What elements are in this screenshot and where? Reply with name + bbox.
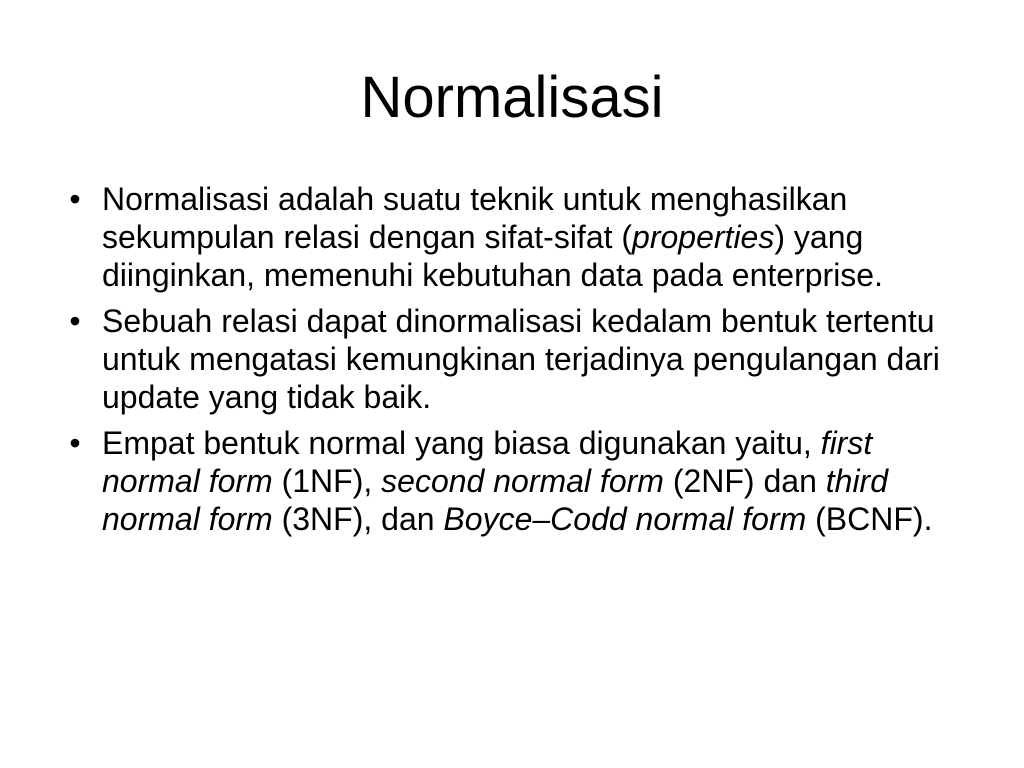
bullet-marker: •	[69, 425, 81, 461]
text-run: (1NF),	[272, 463, 382, 499]
text-run: Normalisasi adalah suatu teknik untuk menghasilkan sekumpulan relasi dengan sifat-sifat (	[102, 181, 848, 255]
bullet-item	[60, 302, 940, 416]
text-run: Sebuah relasi dapat dinormalisasi kedalam bentuk tertentu untuk mengatasi kemungkinan terjadinya pengulangan dari update yang tidak baik.	[102, 303, 940, 415]
bullet-item	[60, 180, 940, 294]
italic-term: third normal form	[102, 463, 888, 537]
slide-title: Normalisasi	[360, 65, 664, 130]
bullet-text	[102, 425, 932, 537]
italic-term: properties	[632, 219, 775, 255]
italic-term: Boyce–Codd normal form	[443, 501, 807, 537]
text-run: ) yang diinginkan, memenuhi kebutuhan data pada enterprise.	[102, 219, 883, 293]
bullet-list	[60, 180, 940, 546]
bullet-text	[102, 303, 940, 415]
bullet-item	[60, 424, 940, 538]
text-run: (2NF) dan	[672, 463, 826, 499]
bullet-text	[102, 181, 883, 293]
bullet-marker: •	[69, 181, 81, 217]
italic-term: first normal form	[102, 425, 873, 499]
italic-term: second normal form	[381, 463, 673, 499]
bullet-marker: •	[69, 303, 81, 339]
text-run: (BCNF).	[806, 501, 933, 537]
text-run: (3NF), dan	[272, 501, 444, 537]
text-run: Empat bentuk normal yang biasa digunakan yaitu,	[102, 425, 821, 461]
